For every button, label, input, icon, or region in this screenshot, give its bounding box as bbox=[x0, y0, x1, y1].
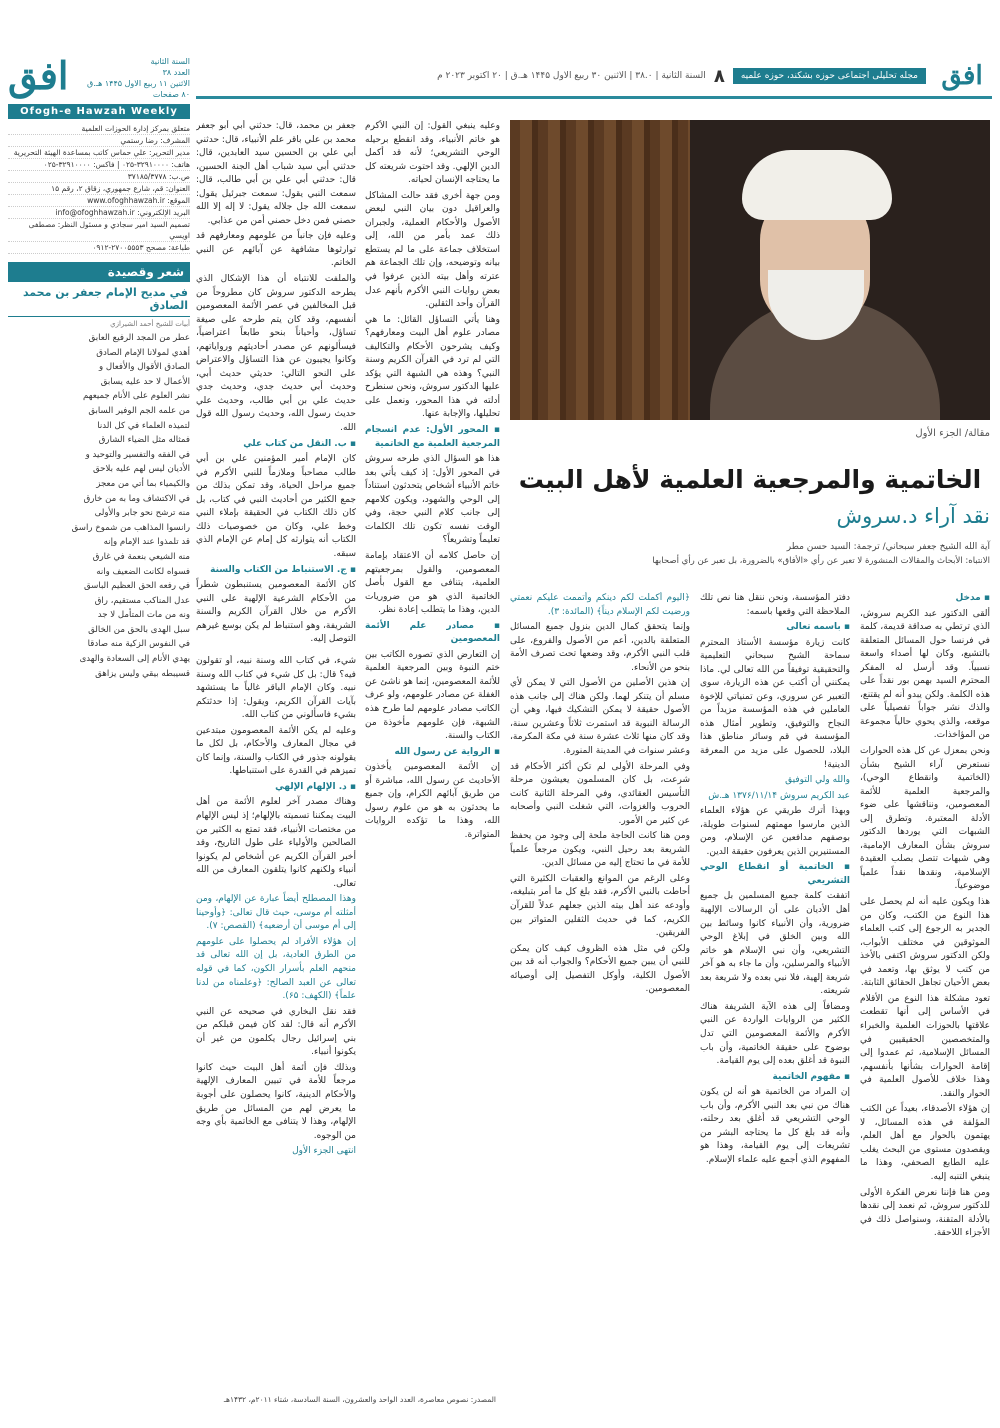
column-5 bbox=[196, 120, 356, 650]
page-number: ۸ bbox=[713, 65, 725, 87]
poem-line: نشر العلوم على الأنام جميعهم bbox=[83, 391, 190, 402]
poem-line: في الفقه والتفسير والتوحيد و bbox=[85, 449, 190, 460]
paragraph: ومن هنا فإننا نعرض الفكرة الأولى للدكتور سروش، ثم نعمد إلى نقدها بالأدلة المتقنة، وسنواصل ذلك في الأجزاء اللاحقة. bbox=[860, 1187, 990, 1239]
paragraph: إن التعارض الذي تصوره الكاتب بين ختم النبوة وبين المرجعية العلمية للأئمة المعصومين، إنما هو ناشئ عن الغفلة عن مصادر علومهم، ولو عرف الكاتب مصادر علومهم لما طرح هذه الشبهة، فإن علومهم مأخوذة من الكتاب والسنة. bbox=[365, 649, 500, 742]
poem-lines bbox=[8, 331, 190, 681]
section-heading: ▪ الرواية عن رسول الله bbox=[394, 746, 500, 757]
paragraph: انتهى الجزء الأول bbox=[292, 1146, 356, 1157]
paragraph: ومن هنا كانت الحاجة ملحة إلى وجود من يحفظ الشريعة بعد رحيل النبي، ويكون مرجعاً علمياً للأمة في ما تحتاج إليه من مسائل الدين. bbox=[510, 831, 690, 869]
paragraph: ألقى الدكتور عبد الكريم سروش، الذي ترتطي به صداقة قديمة، كلمة في فرنسا حول المسائل المتعلقة بالتشيع، وكان لها أصداء واسعة نسبياً. وقد أرسل له المفكر المحترم السيد بهمن بور نقداً على هذه الكلمة. ولكن يبدو أنه لم يقتنع، والذك نشر جواباً تفصيلياً على موقعه، والذي يحوي حالياً مجموعة من المؤاخذات. bbox=[860, 608, 990, 741]
article-disclaimer: الانتباه: الأبحاث والمقالات المنشورة لا تعبر عن رأي «الأفاق» بالضرورة، بل تعبر عن رأي أصحابها bbox=[652, 556, 990, 566]
paragraph: إن هؤلاء الأفراد لم يحصلوا على علومهم من الطرق العادية، بل إن الله تعالى قد منحهم العلم بأسرار الكون، كما في قوله تعالى عن العبد الصالح: ﴿وعلمناه من لدنا علماً﴾ (الكهف: ۶۵). bbox=[196, 936, 356, 1002]
issue-info: السنة الثانية | ۳۸.۰ | الاثنين ۳۰ ربيع الاول ۱۴۴۵ هـ.ق | ۲۰ اکتوبر ۲۰۲۳ م bbox=[437, 71, 706, 81]
author-photo bbox=[510, 120, 990, 420]
sidebar-logo: افق bbox=[8, 53, 69, 98]
article-kicker: مقالة/ الجزء الأول bbox=[915, 428, 990, 439]
email-link[interactable]: البريد الإلكتروني: info@ofoghhawzah.ir bbox=[8, 207, 190, 219]
paragraph: جعفر بن محمد، قال: حدثني أبي أبو جعفر محمد بن علي باقر علم الأنبياء، قال: حدثني أبي علي بن الحسين سيد العابدين، قال: حدثني أبي سيد شباب أهل الجنة الحسين، قال: حدثني أبي علي بن أبي طالب، قال: سمعت النبي يقول: سمعت جبرئيل يقول: سمعت الله جل جلاله يقول: لا إله إلا الله حصني فمن دخل حصني أمن من عذابي. bbox=[196, 121, 356, 226]
poem-line: من علمه الجم الوفير السابق bbox=[88, 405, 190, 416]
section-heading: ▪ مفهوم الخاتمية bbox=[772, 1071, 850, 1082]
paragraph: وهنا يأتي التساؤل القائل: ما هي مصادر علوم أهل البيت ومعارفهم؟ وكيف يشرحون الأحكام والتكاليف التي لم ترد في القرآن الكريم وسنة النبي؟ وهذه هي الشبهة التي يؤكد عليها الدكتور سروش، ونحن سنطرح أدلته في هذا المحور، ونعمل على تحليلها، والإجابة عنها. bbox=[365, 314, 500, 420]
poem-line: الأعمال لا حد عليه يسابق bbox=[100, 376, 190, 387]
poem-section bbox=[8, 262, 190, 681]
paragraph: شيء، في كتاب الله وسنة نبيه، أو تقولون فيه؟ قال: بل كل شيء في كتاب الله وسنة نبيه. وكان الإمام الباقر غالباً ما يستشهد بآيات القرآن الكريم، ويقول: إذا حدثتكم بشيء فاسألوني من كتاب الله. bbox=[196, 656, 356, 721]
paragraph: كان الإمام أمير المؤمنين علي بن أبي طالب مصاحباً وملازماً للنبي الأكرم في جميع مراحل الحياة، وقد تمكن بذلك من جمع الكثير من أحاديث النبي في كتاب، بل كان ذلك الكتاب في الحقيقة بإملاء النبي وخط علي، وكان من خصوصيات ذلك الكتاب أنه يتوارثه كل إمام عن الإمام الذي سبقه. bbox=[196, 454, 356, 559]
paragraph: إن الأئمة المعصومين يأخذون الأحاديث عن رسول الله، مباشرة أو من طريق آبائهم الكرام، وإن جميع ما يحدثون به هو من علوم رسول الله، وهذا ما تؤكده الروايات المتواترة. bbox=[365, 762, 500, 840]
source-note: المصدر: نصوص معاصرة، العدد الواحد والعشرون، السنة السادسة، شتاء ۲۰۱۱م، ۱۴۳۲هـ bbox=[223, 1395, 496, 1404]
poem-line: فمثاله مثل الضياء الشارق bbox=[98, 435, 190, 446]
poem-line: الصادق الأقوال والأفعال و bbox=[99, 362, 190, 373]
paragraph: والملفت للانتباه أن هذا الإشكال الذي يطرحه الدكتور سروش كان مطروحاً من قبل المخالفين في عصر الأئمة المعصومين أنفسهم، وقد كان يتم طرحه على صيغة تساؤل، وأحياناً بنحو طابعاً اعتراضياً، فيسألونهم عن مصدر أحاديثهم ورواياتهم، وكانوا يجيبون عن هذا التساؤل والاعتراض على النحو التالي: حديثي حديث أبي، وحديث أبي حديث جدي، وحديث جدي حديث علي بن أبي طالب، وحديث علي حديث رسول الله، وحديث رسول الله قول الله. bbox=[196, 274, 356, 434]
column-6 bbox=[196, 655, 356, 1390]
paragraph: وهذا المصطلح أيضاً عبارة عن الإلهام، ومن أمثلته أم موسى، حيث قال تعالى: ﴿وأوحينا إلى أم موسى أن أرضعيه﴾ (القصص: ۷). bbox=[196, 894, 356, 932]
poem-line: قد تلمذوا عند الإمام وإنه bbox=[103, 537, 190, 548]
column-2 bbox=[700, 592, 850, 1392]
poem-line: عطر من المجد الرفيع العابق bbox=[88, 333, 190, 343]
sidebar-meta: السنة الثانية العدد ۳۸ الاثنين ۱۱ ربيع الاول ۱۴۴۵ هـ.ق ۸۰ صفحات bbox=[87, 57, 190, 99]
poem-author: أبيات للشيخ أحمد الشيرازي bbox=[110, 320, 190, 328]
poem-line: عدل المناكب مستقيم، راق bbox=[94, 595, 190, 606]
paragraph: وبهذا أترك طريقي عن هؤلاء العلماء الذين مارسوا مهمتهم لسنوات طويلة، بوصفهم مدافعين عن الإسلام، ومن المستنيرين الذين يعرفون حقيقة الدين. bbox=[700, 806, 850, 857]
paragraph: ولكن في مثل هذه الظروف كيف كان يمكن للنبي أن يبين جميع الأحكام؟ والجواب أنه قد بين الأصول الكلية، وأوكل التفصيل إلى أوصيائه المعصومين. bbox=[510, 943, 690, 995]
paragraph: إن حاصل كلامه أن الاعتقاد بإمامة المعصومين، والقول بمرجعيتهم العلمية، يتنافى مع القول بأصل الخاتمية الذي هو من ضروريات الدين، وهذا ما يتطلب إعادة نظر. bbox=[365, 550, 500, 616]
column-3 bbox=[510, 592, 690, 1392]
section-heading: ▪ الخاتمية أو انقطاع الوحي التشريعي bbox=[700, 862, 850, 886]
section-heading: ▪ مصادر علم الأئمة المعصومين bbox=[365, 620, 500, 645]
paragraph: ﴿اليوم أكملت لكم دينكم وأتممت عليكم نعمتي ورضيت لكم الإسلام ديناً﴾ (المائدة: ۳). bbox=[510, 593, 690, 617]
paragraph: وهناك مصدر آخر لعلوم الأئمة من أهل البيت يمكننا تسميته بالإلهام؛ إذ ليس الإلهام من مختصات الأنبياء، فقد تمتع به الكثير من الصالحين والأولياء على طول التاريخ، وقد أخبر القرآن الكريم عن أشخاص لم يكونوا أنبياء ولكنهم كانوا يتلقون المعارف من الله تعالى. bbox=[196, 797, 356, 889]
paragraph: دفتر المؤسسة، ونحن ننقل هنا نص تلك الملاحظة التي وقعها باسمه: bbox=[700, 593, 850, 617]
paragraph: وفي المرحلة الأولى لم تكن أكثر الأحكام قد شرعت، بل كان المسلمون يعيشون مرحلة التأسيس العقائدي، وفي المرحلة الثانية كانت الحروب والغزوات، التي شغلت النبي وأصحابه عن كثير من الأمور. bbox=[510, 761, 690, 826]
poem-line: لتميذه العلماء في كل الدنا bbox=[97, 420, 190, 431]
paragraph: إن هذين الأصلين من الأصول التي لا يمكن لأي مسلم أن يتنكر لهما. ولكن هناك إلى جانب هذه الأصول حقيقة لا يمكن التشكيك فيها، وهي أن الرسالة النبوية قد استمرت ثلاثاً وعشرين سنة، وقد كان منها ثلاث عشرة سنة في مكة المكرمة، وعشر سنوات في المدينة المنورة. bbox=[510, 678, 690, 757]
section-heading: ▪ مدخل bbox=[955, 593, 990, 603]
paragraph: ونحن بمعزل عن كل هذه الحوارات نستعرض آراء الشيخ بشأن (الخاتمية وانقطاع الوحي)، والمرجعية العلمية للأئمة المعصومين، ونناقشها على ضوء الأدلة المعتبرة. وتطرق إلى الشبهات التي يوردها الدكتور سروش بشأن المعارف الإمامية، وهي شبهات تتصل بصلب العقيدة الإسلامية، ونقدها نقداً علمياً موضوعياً. bbox=[860, 746, 990, 892]
poem-line: في رفعه الحق العظيم الباسق bbox=[83, 581, 190, 592]
paragraph: ومضافاً إلى هذه الآية الشريفة هناك الكثير من الروايات الواردة عن النبي الأكرم والأئمة المعصومين التي تدل بوضوح على حقيقة الخاتمية، وأن باب النبوة قد أغلق بعده إلى يوم القيامة. bbox=[700, 1001, 850, 1067]
paragraph: وإنما يتحقق كمال الدين بنزول جميع المسائل المتعلقة بالدين، أعم من الأصول والفروع، على قلب النبي الأكرم، وقد وضعها تحت تصرف الأمة بنحو من الأنحاء. bbox=[510, 622, 690, 673]
poem-section-title: شعر وقصيدة bbox=[8, 262, 190, 282]
article-byline: آية الله الشيخ جعفر سبحاني/ ترجمة: السيد حسن مطر bbox=[786, 542, 990, 552]
paragraph: وعليه ينبغي القول: إن النبي الأكرم هو خاتم الأنبياء، وقد انقطع برحيله الوحي التشريعي؛ لأنه قد أكمل الدين الإلهي. وقد احتوت شريعته كل ما يحتاجه الإنسان لحياته. bbox=[365, 121, 500, 186]
paragraph: اتفقت كلمة جميع المسلمين بل جميع أهل الأديان على أن الرسالات الإلهية ضرورية، وأن الأنبياء كانوا وسائط بين الله وبين الخلق في إبلاغ الوحي التشريعي، وأن نبي الإسلام هو خاتم الأنبياء والمرسلين، وأن ما جاء به هو آخر شريعة إلهية، فلا نبي بعده ولا شريعة بعد شريعته. bbox=[700, 891, 850, 997]
section-heading: ▪ د. الإلهام الإلهي bbox=[275, 781, 356, 792]
poem-line: فسواه لكانت الضعيف وانه bbox=[96, 566, 190, 577]
poem-line: الأديان ليس لهم عليه بلاحق bbox=[92, 464, 190, 475]
section-heading: ▪ باسمه تعالى bbox=[786, 622, 850, 633]
paragraph: وعليه فإن جانباً من علومهم ومعارفهم قد توارثوها مشافهة عن آبائهم عن النبي الخاتم. bbox=[196, 231, 356, 269]
poem-line: والكيمياء بما أتي من معجز bbox=[96, 478, 190, 489]
paragraph: وبذلك فإن أئمة أهل البيت حيث كانوا مرجعاً للأمة في تبيين المعارف الإلهية والأحكام الدينية، كانوا يحصلون على أجوبة ما يعرض لهم من المسائل من طريق الإلهام، وهذا لا يتنافى مع الخاتمية بأي وجه من الوجوه. bbox=[196, 1062, 356, 1141]
column-intro bbox=[860, 592, 990, 1392]
poem-line: رانسوا المذاهب من شموخ راسق bbox=[71, 522, 190, 533]
poem-line: يهدي الأنام إلى السعادة والهدى bbox=[79, 654, 190, 665]
paragraph: هذا هو السؤال الذي طرحه سروش في المحور الأول: إذ كيف يأتي بعد خاتم الأنبياء أشخاص يتحدثون استناداً إلى الوحي والشهود، ويكون كلامهم إلى جانب كلام النبي حجة، وفي الوقت نفسه تكون تلك الكلمات تعليماً وتشريعاً؟ bbox=[365, 454, 500, 546]
section-heading: ▪ المحور الأول: عدم انسجام المرجعية العلمية مع الخاتمية bbox=[365, 425, 500, 449]
poem-line: في الاكتشاف وما به من خارق bbox=[83, 493, 190, 504]
masthead-info: متعلق بمركز إدارة الحوزات العلمية المشرف: رضا رستمي مدير التحرير: علي حماس كاتب بمساعدة الهيئة التحريرية هاتف: ۳۲۹۱۰۰۰۰-۰۲۵ | فاكس: ۳۲۹۱۰۰۰۰-۰۲۵ ص.ب: ۳۷۱۸۵/۳۷۷۸ العنوان: قم، شارع جمهوري، زقاق ۲، رقم ۱۵ الموقع: www.ofoghhawzah.ir البريد الإلكتروني: info@ofoghhawzah.ir تصميم السيد امير سجادي و مسئول النظر: مصطفى اويسي طباعة: مصحح ۲۷۰۰۵۵۵۳-۰۹۱۲ bbox=[8, 123, 190, 254]
header-tagline: مجله تحلیلی اجتماعی حوزه بشکند، حوزه علمیه bbox=[733, 68, 926, 84]
poem-line: في النفوس الزكية منه صادقا bbox=[87, 639, 190, 650]
paragraph: كان الأئمة المعصومين يستنبطون شطراً من الأحكام الشرعية الإلهية على النبي الأكرم من خلال القرآن الكريم والسنة الشريفة، وهو استنباط لم يكن بوسع غيرهم التوصل إليه. bbox=[196, 580, 356, 645]
poem-line: أهدي لمولانا الإمام الصادق bbox=[96, 347, 190, 358]
paragraph: والله ولي التوفيق bbox=[785, 775, 850, 786]
poem-line: قسيبطه بيقي وليس يزاهق bbox=[95, 668, 190, 679]
poem-line: سبل الهدى بالحق من الخالق bbox=[88, 624, 190, 635]
article-heading bbox=[510, 428, 990, 566]
website-link[interactable]: الموقع: www.ofoghhawzah.ir bbox=[8, 195, 190, 207]
paragraph: هذا ويكون عليه أنه لم يحصل على هذا النوع من الكتب، وكان من الجدير به الرجوع إلى كتب العلماء الموثوقين في مختلف الأبواب، ولكن الدكتور سروش اكتفى بالأخذ من كتب لا يوثق بها، وتعمد في بعض الأحيان تجاهل الحقائق الثابتة. bbox=[860, 897, 990, 989]
poem-line: ونه من مات المتأمل لا جد bbox=[97, 610, 190, 621]
paragraph: إن هؤلاء الأصدقاء، بعيداً عن الكتب المؤلفة في هذه المسائل، لا يهتمون بالحوار مع أهل العلم، ويقصدون مستوى من البحث يغلب عليه الطابع الصحفي، وهذا ما ينبغي التنبه إليه. bbox=[860, 1104, 990, 1182]
sidebar bbox=[8, 53, 190, 681]
page-header bbox=[196, 56, 992, 99]
paragraph: إن المراد من الخاتمية هو أنه لن يكون هناك من نبي بعد النبي الأكرم، وأن باب الوحي التشريعي قد أغلق بعد رحلته، وأنه قد بلغ كل ما يحتاجه البشر من تشريعات إلى يوم القيامة، وهذا هو المفهوم الذي أجمع عليه علماء الإسلام. bbox=[700, 1087, 850, 1165]
article-title: الخاتمية والمرجعية العلمية لأهل البيت bbox=[518, 465, 982, 494]
paragraph: وعلى الرغم من الموانع والعقبات الكثيرة التي أحاطت بالنبي الأكرم، فقد بلغ كل ما أمر بتبليغه، وأودعه عند أهل بيته الذين جعلهم عدلاً للقرآن الكريم، كما في حديث الثقلين المتواتر بين الفريقين. bbox=[510, 873, 690, 939]
paragraph bbox=[196, 649, 356, 650]
article-subtitle: نقد آراء د.سروش bbox=[836, 504, 990, 528]
paragraph: كانت زيارة مؤسسة الأستاذ المحترم سماحة الشيخ سبحاني التعليمية والتحقيقية توفيقاً من الله تعالى لي. ماذا يمكنني أن أكتب عن هذه الزيارة، سوى التعبير عن سروري، وعن تمنياتي للإخوة العاملين في هذه المؤسسة مزيداً من النجاح والتوفيق، وتطوير أمثال هذه المؤسسة في قم وسائر مناطق هذا البلاد، للحصول على مزيد من المعرفة الدينية! bbox=[700, 637, 850, 770]
poem-line: منه الشيعي بنعمة في غارق bbox=[92, 551, 190, 562]
weekly-banner: Ofogh-e Hawzah Weekly bbox=[8, 104, 190, 119]
column-4 bbox=[365, 120, 500, 1392]
section-heading: ▪ ج. الاستنباط من الكتاب والسنة bbox=[210, 564, 356, 575]
paragraph: تعود مشكلة هذا النوع من الأقلام في الأساس إلى أنها تقطعت علاقتها بالحوزات العلمية والخبراء والمتخصصين الحقيقيين في المسائل الإسلامية، ثم عمدوا إلى إقامة الحوارات بشأنها بأنفسهم، وهذا خلاف للأصول العلمية في الحوار والنقد. bbox=[860, 993, 990, 1099]
section-heading: ▪ ب. النقل من كتاب علي bbox=[243, 438, 356, 449]
header-logo: افق bbox=[941, 61, 983, 91]
poem-line: منه ترشح نحو جابر والأولى bbox=[94, 508, 190, 519]
paragraph: وعليه لم يكن الأئمة المعصومون مبتدعين في مجال المعارف والأحكام، بل لكل ما يقولونه جذور في الكتاب والسنة، وإنما كان تميزهم في القدرة على استنباطها. bbox=[196, 725, 356, 777]
poem-subtitle: في مديح الإمام جعفر بن محمد الصادق bbox=[8, 282, 190, 317]
paragraph: فقد نقل البخاري في صحيحه عن النبي الأكرم أنه قال: لقد كان فيمن قبلكم من بني إسرائيل رجال يكلمون من غير أن يكونوا أنبياء. bbox=[196, 1006, 356, 1058]
paragraph: ومن جهة أخرى فقد حالت المشاكل والعراقيل دون بيان النبي لبعض الأصول والأحكام العملية، ولجبران ذلك عمد بأمر من الله، إلى استخلاف جماعة على ما لم يستطع بيانه وتوضيحه، وإن تلك الجماعة هم عترته وأهل بيته الذين عرفوا في بعض روايات النبي الأكرم بأنهم عدل القرآن وأحد الثقلين. bbox=[365, 190, 500, 310]
paragraph: عبد الكريم سروش ۱۳۷۶/۱۱/۱۴ هـ.ش bbox=[708, 790, 850, 801]
